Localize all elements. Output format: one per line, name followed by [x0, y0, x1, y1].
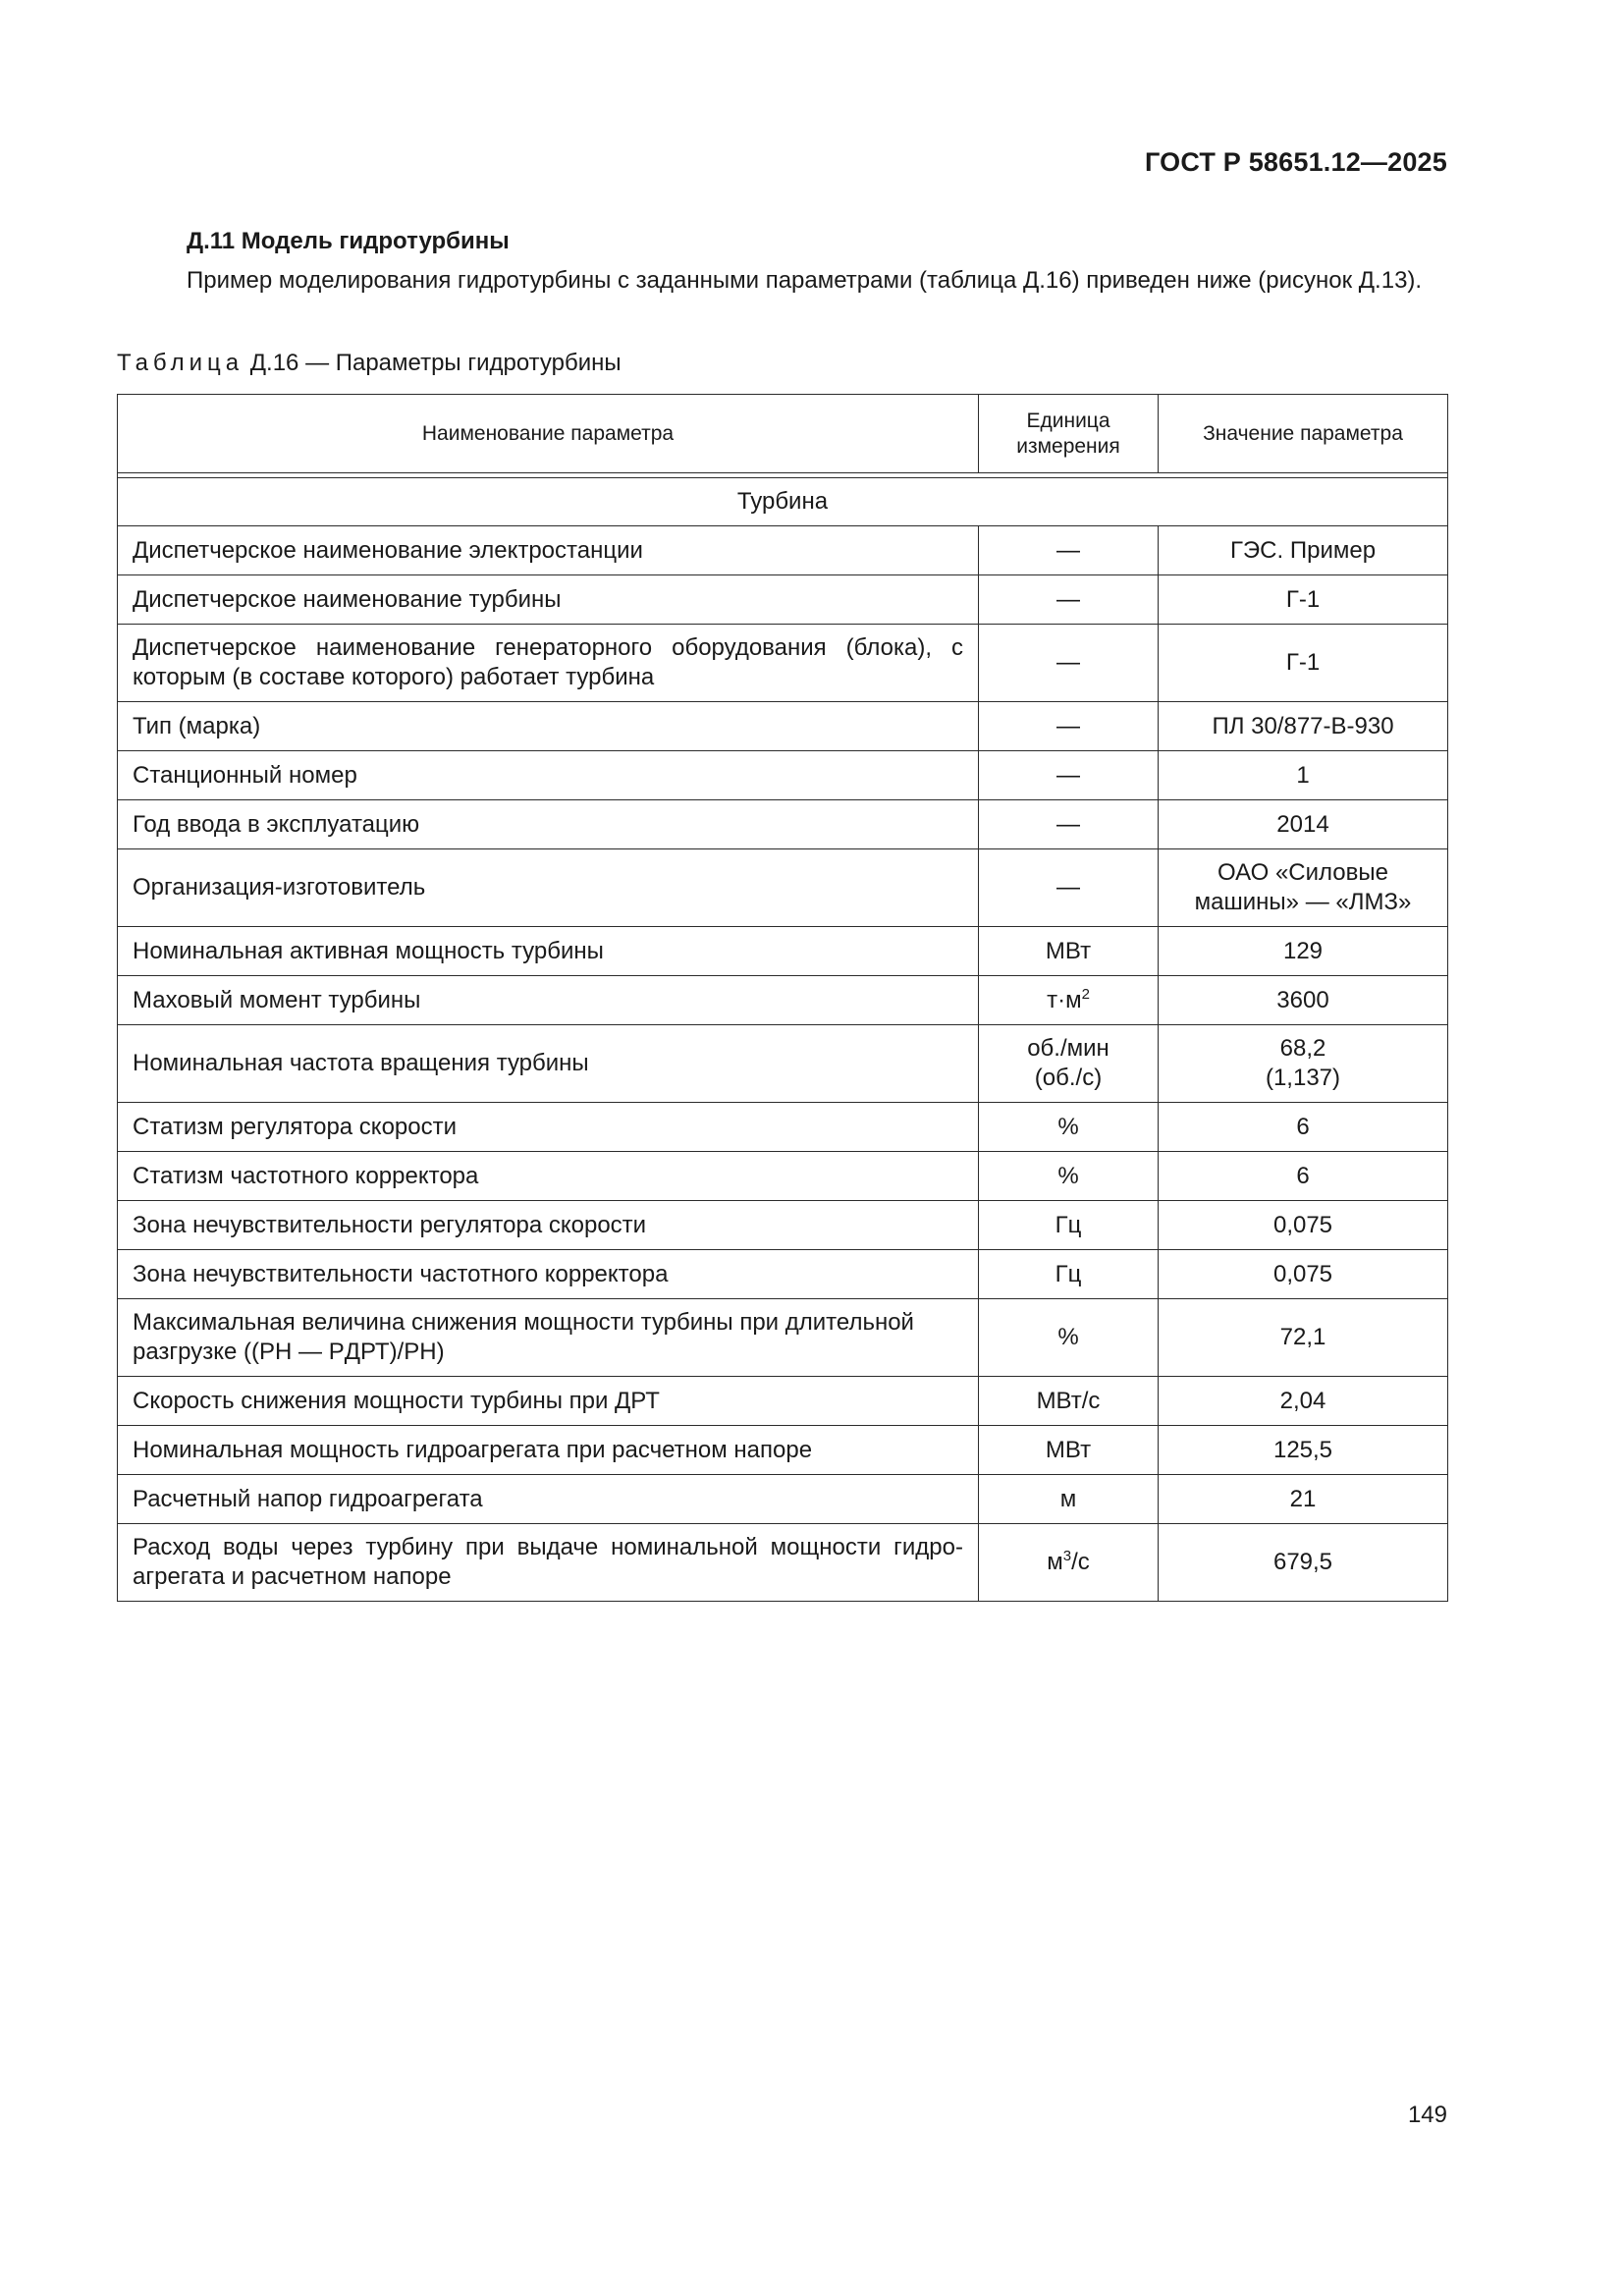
param-name: Номинальная частота вращения турбины: [118, 1025, 979, 1103]
param-unit: %: [979, 1299, 1159, 1377]
param-unit: Гц: [979, 1250, 1159, 1299]
table-row: [118, 1299, 1448, 1377]
param-unit-line2: (об./с): [1034, 1065, 1103, 1091]
parameters-table: [117, 394, 1448, 1602]
table-row: [118, 1524, 1448, 1602]
table-row: [118, 976, 1448, 1025]
table-row: [118, 1025, 1448, 1103]
param-name: Организация-изготовитель: [118, 849, 979, 927]
param-unit: МВт/с: [979, 1377, 1159, 1426]
param-unit-line1: об./мин: [1027, 1035, 1109, 1062]
param-unit-exponent: 2: [1081, 985, 1090, 1003]
param-name: Диспетчерское наименование турбины: [118, 575, 979, 625]
param-value: 6: [1159, 1103, 1448, 1152]
column-header-value: Значение параметра: [1159, 395, 1448, 473]
param-name: Расчетный напор гидроагрегата: [118, 1475, 979, 1524]
param-unit-base: м: [1047, 1549, 1063, 1575]
param-value: 1: [1159, 751, 1448, 800]
table-caption-prefix: Таблица: [117, 350, 244, 376]
param-value: 72,1: [1159, 1299, 1448, 1377]
param-unit: —: [979, 526, 1159, 575]
intro-paragraph: Пример моделирования гидротурбины с заданными параметрами (таблица Д.16) приведен ниже (рисунок Д.13).: [187, 267, 1423, 294]
param-name: Зона нечувствительности частотного корректора: [118, 1250, 979, 1299]
group-label: Турбина: [118, 478, 1448, 526]
param-value: [1159, 849, 1448, 927]
table-row: [118, 625, 1448, 702]
table-row: [118, 1426, 1448, 1475]
param-name: Диспетчерское наименование генераторного оборудования (блока), с которым (в составе которого) работает турбина: [118, 625, 979, 702]
param-unit: —: [979, 575, 1159, 625]
table-row: [118, 1250, 1448, 1299]
param-value: 125,5: [1159, 1426, 1448, 1475]
group-row: [118, 478, 1448, 526]
table-caption: [117, 350, 622, 377]
param-name: Год ввода в эксплуатацию: [118, 800, 979, 849]
param-value: 2,04: [1159, 1377, 1448, 1426]
param-name: Расход воды через турбину при выдаче номинальной мощности гидро-агрегата и расчетном напоре: [118, 1524, 979, 1602]
param-unit: %: [979, 1152, 1159, 1201]
table-row: [118, 800, 1448, 849]
param-name: Статизм частотного корректора: [118, 1152, 979, 1201]
param-value: 0,075: [1159, 1201, 1448, 1250]
param-unit-base: т·м: [1047, 986, 1082, 1013]
param-value-line1: 68,2: [1279, 1035, 1326, 1062]
table-header-row: [118, 395, 1448, 473]
param-unit: —: [979, 702, 1159, 751]
section-title: Д.11 Модель гидротурбины: [187, 228, 510, 254]
table-row: [118, 751, 1448, 800]
param-name: Диспетчерское наименование электростанции: [118, 526, 979, 575]
param-unit: [979, 1524, 1159, 1602]
param-unit: [979, 976, 1159, 1025]
param-unit: —: [979, 751, 1159, 800]
table-row: [118, 575, 1448, 625]
param-unit-exponent: 3: [1062, 1548, 1072, 1564]
param-unit: %: [979, 1103, 1159, 1152]
param-value-line1: ОАО «Силовые: [1217, 859, 1388, 886]
param-value: 6: [1159, 1152, 1448, 1201]
column-header-unit-line1: Единица: [1026, 409, 1110, 432]
param-name: Маховый момент турбины: [118, 976, 979, 1025]
param-unit: МВт: [979, 1426, 1159, 1475]
param-value-line2: (1,137): [1265, 1065, 1341, 1091]
table-row: [118, 1103, 1448, 1152]
param-name: Максимальная величина снижения мощности турбины при длительной разгрузке ((PН — PДРТ)/PН): [118, 1299, 979, 1377]
table-row: [118, 1152, 1448, 1201]
param-value: ПЛ 30/877-В-930: [1159, 702, 1448, 751]
param-name: Станционный номер: [118, 751, 979, 800]
param-name: Статизм регулятора скорости: [118, 1103, 979, 1152]
param-value: ГЭС. Пример: [1159, 526, 1448, 575]
param-name: Номинальная активная мощность турбины: [118, 927, 979, 976]
table-row: [118, 1201, 1448, 1250]
param-value: [1159, 1025, 1448, 1103]
param-unit: МВт: [979, 927, 1159, 976]
column-header-unit: [979, 395, 1159, 473]
table-row: [118, 849, 1448, 927]
param-value: Г-1: [1159, 575, 1448, 625]
param-unit: [979, 1025, 1159, 1103]
column-header-unit-line2: измерения: [1016, 434, 1120, 458]
table-row: [118, 1377, 1448, 1426]
param-value: 679,5: [1159, 1524, 1448, 1602]
table-row: [118, 1475, 1448, 1524]
param-value: 0,075: [1159, 1250, 1448, 1299]
table-row: [118, 702, 1448, 751]
param-value: 2014: [1159, 800, 1448, 849]
param-value-line2: машины» — «ЛМЗ»: [1194, 889, 1412, 915]
param-name: Тип (марка): [118, 702, 979, 751]
param-value: 3600: [1159, 976, 1448, 1025]
param-unit: —: [979, 800, 1159, 849]
page-number: 149: [1407, 2102, 1447, 2128]
param-name: Скорость снижения мощности турбины при ДРТ: [118, 1377, 979, 1426]
param-name: Зона нечувствительности регулятора скорости: [118, 1201, 979, 1250]
table-row: [118, 927, 1448, 976]
param-value: Г-1: [1159, 625, 1448, 702]
param-unit-suffix: /с: [1071, 1549, 1090, 1575]
param-unit: м: [979, 1475, 1159, 1524]
table-row: [118, 526, 1448, 575]
param-name: Номинальная мощность гидроагрегата при расчетном напоре: [118, 1426, 979, 1475]
param-value: 129: [1159, 927, 1448, 976]
table-caption-title: Д.16 — Параметры гидротурбины: [243, 350, 622, 376]
param-unit: —: [979, 625, 1159, 702]
param-unit: —: [979, 849, 1159, 927]
column-header-name: Наименование параметра: [118, 395, 979, 473]
param-unit: Гц: [979, 1201, 1159, 1250]
document-code: ГОСТ Р 58651.12—2025: [1145, 147, 1447, 177]
param-value: 21: [1159, 1475, 1448, 1524]
